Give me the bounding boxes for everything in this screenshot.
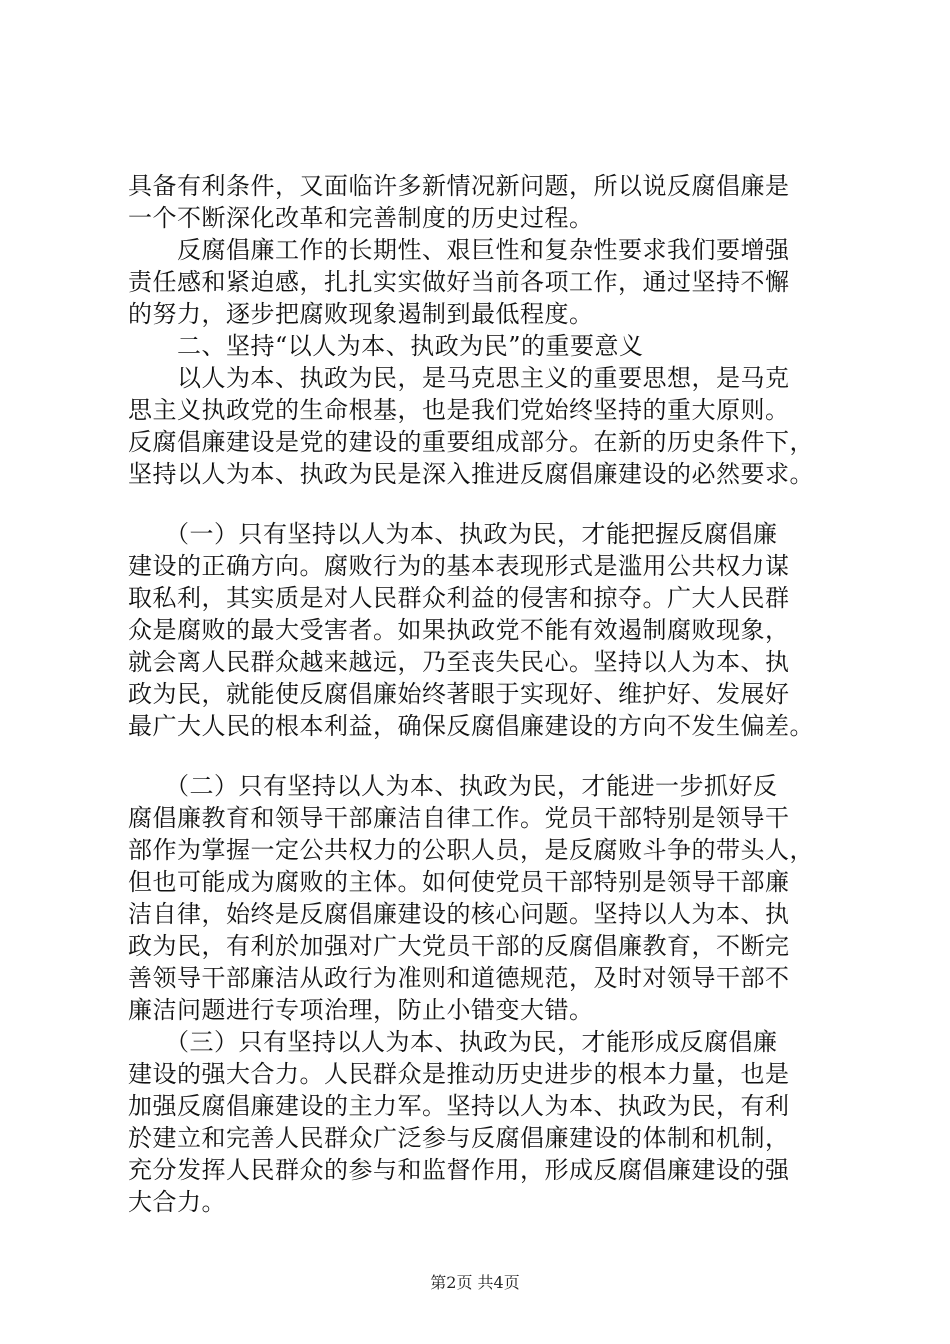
text-line: 坚持以人为本、执政为民是深入推进反腐倡廉建设的必然要求。 (128, 460, 814, 488)
text-line: 加强反腐倡廉建设的主力军。坚持以人为本、执政为民，有利 (128, 1092, 790, 1120)
text-line: 善领导干部廉洁从政行为准则和道德规范，及时对领导干部不 (128, 964, 790, 992)
text-line: 部作为掌握一定公共权力的公职人员，是反腐败斗争的带头人， (128, 836, 814, 864)
text-line: 腐倡廉教育和领导干部廉洁自律工作。党员干部特别是领导干 (128, 804, 790, 832)
page-number-footer: 第2页 共4页 (430, 1273, 520, 1292)
text-line: 具备有利条件，又面临许多新情况新问题，所以说反腐倡廉是 (128, 172, 790, 200)
text-line: 最广大人民的根本利益，确保反腐倡廉建设的方向不发生偏差。 (128, 712, 814, 740)
text-line: 以人为本、执政为民，是马克思主义的重要思想，是马克 (128, 364, 790, 392)
paragraph-gap (128, 742, 840, 770)
text-line: 的努力，逐步把腐败现象遏制到最低程度。 (128, 300, 594, 328)
text-line: 建设的正确方向。腐败行为的基本表现形式是滥用公共权力谋 (128, 552, 790, 580)
text-line: 取私利，其实质是对人民群众利益的侵害和掠夺。广大人民群 (128, 584, 790, 612)
text-line: 但也可能成为腐败的主体。如何使党员干部特别是领导干部廉 (128, 868, 790, 896)
text-line: 责任感和紧迫感，扎扎实实做好当前各项工作，通过坚持不懈 (128, 268, 790, 296)
text-line: （三）只有坚持以人为本、执政为民，才能形成反腐倡廉 (128, 1028, 778, 1056)
text-line: 政为民，有利於加强对广大党员干部的反腐倡廉教育，不断完 (128, 932, 790, 960)
text-line: （二）只有坚持以人为本、执政为民，才能进一步抓好反 (128, 772, 778, 800)
text-line: 洁自律，始终是反腐倡廉建设的核心问题。坚持以人为本、执 (128, 900, 790, 928)
text-line: 反腐倡廉建设是党的建设的重要组成部分。在新的历史条件下， (128, 428, 814, 456)
text-line: 思主义执政党的生命根基，也是我们党始终坚持的重大原则。 (128, 396, 790, 424)
text-line: 充分发挥人民群众的参与和监督作用，形成反腐倡廉建设的强 (128, 1156, 790, 1184)
text-line: 政为民，就能使反腐倡廉始终著眼于实现好、维护好、发展好 (128, 680, 790, 708)
text-line: 众是腐败的最大受害者。如果执政党不能有效遏制腐败现象， (128, 616, 790, 644)
paragraph-gap (128, 490, 840, 518)
text-line: 反腐倡廉工作的长期性、艰巨性和复杂性要求我们要增强 (128, 236, 790, 264)
text-line: 大合力。 (128, 1188, 226, 1216)
section-heading: 二、坚持“以人为本、执政为民”的重要意义 (128, 332, 644, 360)
text-line: 一个不断深化改革和完善制度的历史过程。 (128, 204, 594, 232)
text-line: 就会离人民群众越来越远，乃至丧失民心。坚持以人为本、执 (128, 648, 790, 676)
text-line: （一）只有坚持以人为本、执政为民，才能把握反腐倡廉 (128, 520, 778, 548)
body-text (128, 170, 840, 1218)
text-line: 建设的强大合力。人民群众是推动历史进步的根本力量，也是 (128, 1060, 790, 1088)
text-line: 於建立和完善人民群众广泛参与反腐倡廉建设的体制和机制， (128, 1124, 790, 1152)
text-line: 廉洁问题进行专项治理，防止小错变大错。 (128, 996, 594, 1024)
